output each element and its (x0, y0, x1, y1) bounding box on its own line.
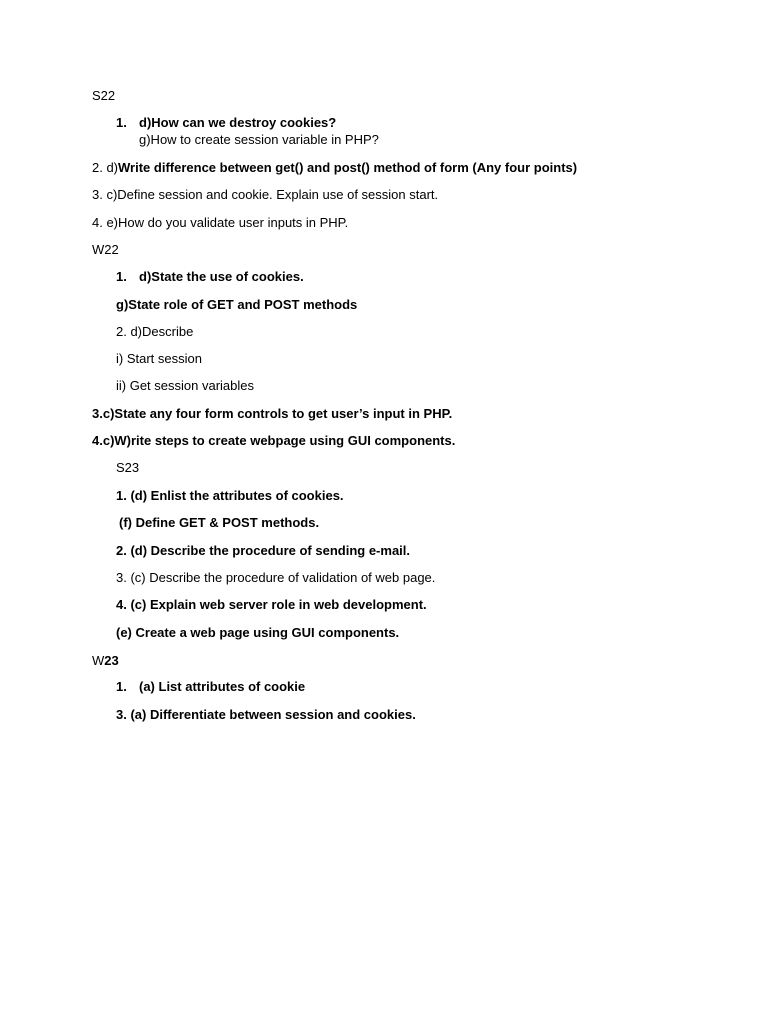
section-heading-w23: W23 (92, 653, 119, 668)
section-heading-s22: S22 (92, 88, 116, 103)
question-line: 3. (c) Describe the procedure of validation of web page. (116, 570, 436, 585)
question-line: 2. d)Describe (116, 324, 194, 339)
question-line: (f) Define GET & POST methods. (119, 515, 320, 530)
question-line: 1. d)State the use of cookies. (116, 269, 304, 284)
question-line: g)State role of GET and POST methods (116, 297, 358, 312)
question-line: 1. d)How can we destroy cookies? (116, 115, 337, 130)
question-line: g)How to create session variable in PHP? (139, 132, 379, 147)
question-line: 4. e)How do you validate user inputs in PHP. (92, 215, 349, 230)
section-heading-s23: S23 (116, 460, 140, 475)
question-line: i) Start session (116, 351, 202, 366)
question-line: 4. (c) Explain web server role in web development. (116, 597, 427, 612)
question-line: 1. (d) Enlist the attributes of cookies. (116, 488, 344, 503)
question-line: ii) Get session variables (116, 378, 254, 393)
question-line: (e) Create a web page using GUI components. (116, 625, 400, 640)
question-line: 2. (d) Describe the procedure of sending e-mail. (116, 543, 411, 558)
section-heading-w22: W22 (92, 242, 119, 257)
question-line: 4.c)W)rite steps to create webpage using GUI components. (92, 433, 456, 448)
question-line: 2. d)Write difference between get() and post() method of form (Any four points) (92, 160, 578, 175)
question-line: 3. (a) Differentiate between session and cookies. (116, 707, 416, 722)
question-line: 3. c)Define session and cookie. Explain use of session start. (92, 187, 439, 202)
question-line: 3.c)State any four form controls to get user’s input in PHP. (92, 406, 453, 421)
question-line: 1. (a) List attributes of cookie (116, 679, 306, 694)
